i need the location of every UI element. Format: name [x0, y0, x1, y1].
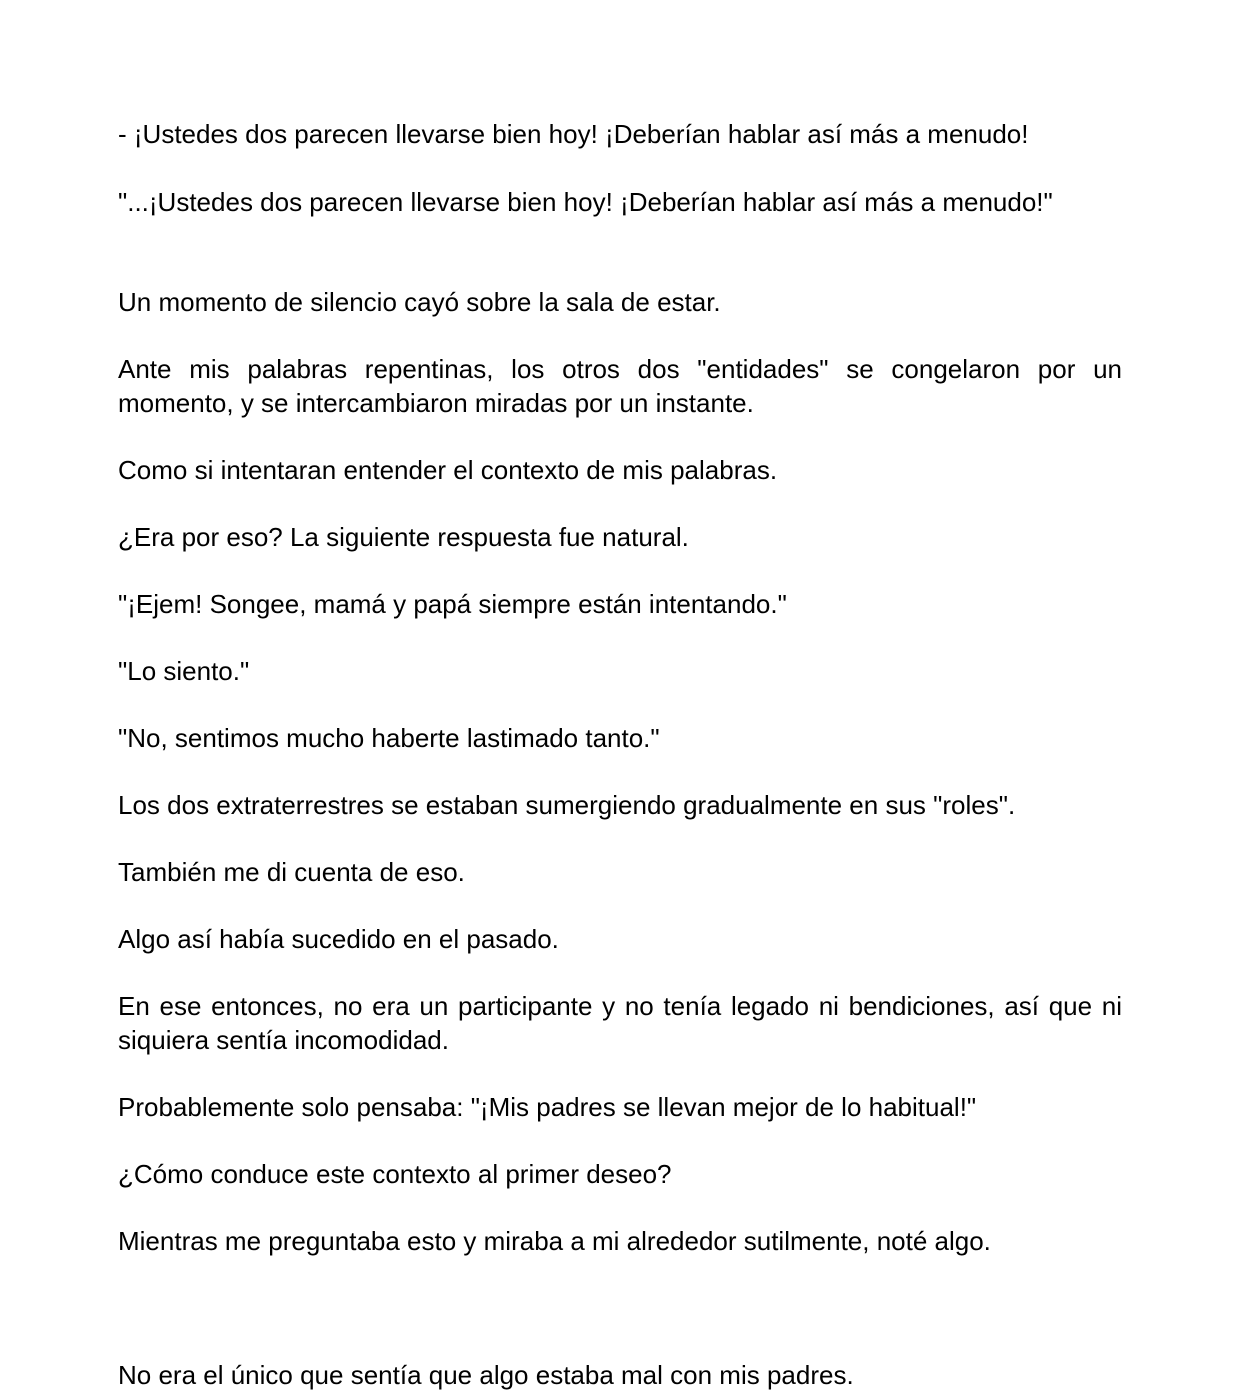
paragraph-15: ¿Cómo conduce este contexto al primer deseo?	[118, 1159, 672, 1189]
paragraph-2: "...¡Ustedes dos parecen llevarse bien hoy! ¡Deberían hablar así más a menudo!"	[118, 187, 1053, 217]
paragraph-3: Un momento de silencio cayó sobre la sala de estar.	[118, 287, 721, 317]
paragraph-1: - ¡Ustedes dos parecen llevarse bien hoy! ¡Deberían hablar así más a menudo!	[118, 119, 1029, 149]
paragraph-4: Ante mis palabras repentinas, los otros dos "entidades" se congelaron por un momento, y se intercambiaron miradas por un instante.	[118, 354, 1122, 418]
paragraph-13: En ese entonces, no era un participante y no tenía legado ni bendiciones, así que ni siquiera sentía incomodidad.	[118, 991, 1122, 1055]
paragraph-17: No era el único que sentía que algo estaba mal con mis padres.	[118, 1360, 854, 1390]
paragraph-8: "Lo siento."	[118, 656, 250, 686]
paragraph-14: Probablemente solo pensaba: "¡Mis padres se llevan mejor de lo habitual!"	[118, 1092, 977, 1122]
paragraph-11: También me di cuenta de eso.	[118, 857, 465, 887]
paragraph-12: Algo así había sucedido en el pasado.	[118, 924, 559, 954]
paragraph-5: Como si intentaran entender el contexto de mis palabras.	[118, 455, 778, 485]
paragraph-9: "No, sentimos mucho haberte lastimado tanto."	[118, 723, 660, 753]
paragraph-7: "¡Ejem! Songee, mamá y papá siempre están intentando."	[118, 589, 787, 619]
paragraph-16: Mientras me preguntaba esto y miraba a mi alrededor sutilmente, noté algo.	[118, 1226, 991, 1256]
paragraph-6: ¿Era por eso? La siguiente respuesta fue natural.	[118, 522, 689, 552]
paragraph-10: Los dos extraterrestres se estaban sumergiendo gradualmente en sus "roles".	[118, 790, 1016, 820]
